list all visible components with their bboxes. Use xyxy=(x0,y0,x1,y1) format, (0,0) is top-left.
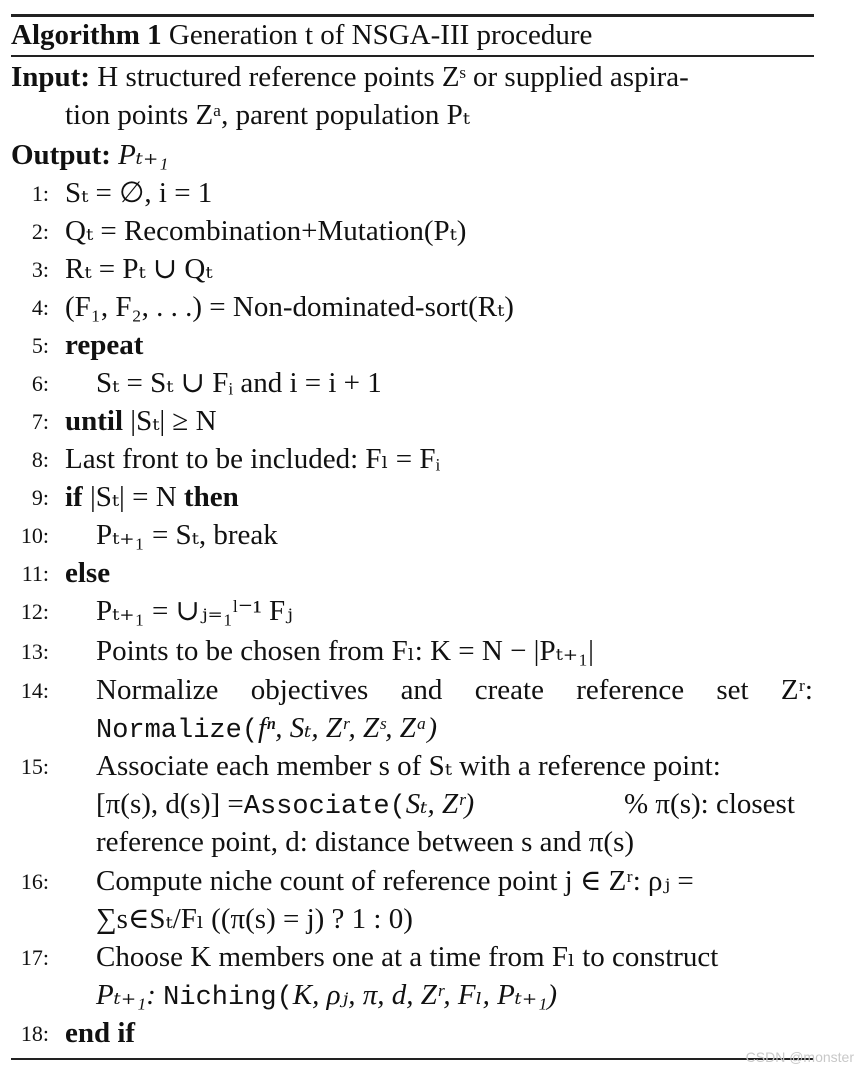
output-label: Output: xyxy=(11,139,111,171)
keyword-until: until xyxy=(65,405,124,437)
word: Zʳ: xyxy=(780,674,813,706)
step-continuation xyxy=(96,785,474,826)
step-text: Qₜ = Recombination+Mutation(Pₜ) xyxy=(65,215,467,247)
line-number: 12: xyxy=(20,599,49,624)
caption-rule xyxy=(11,55,814,57)
step-text: K, ρⱼ, π, d, Zʳ, Fₗ, Pₜ₊₁) xyxy=(292,979,557,1011)
keyword-then: then xyxy=(183,481,239,513)
line-number: 1: xyxy=(31,181,49,206)
word: reference xyxy=(576,674,685,706)
algorithm-title: Generation t of NSGA-III procedure xyxy=(168,19,593,51)
step-text: Points to be chosen from Fₗ: K = N − |Pₜ₊₁| xyxy=(96,635,594,667)
line-number: 9: xyxy=(31,485,49,510)
line-number: 6: xyxy=(31,371,49,396)
bottom-rule xyxy=(11,1058,814,1060)
step-text: Choose K members one at a time from Fₗ to construct xyxy=(96,941,719,973)
step-text: Pₜ₊₁: xyxy=(96,979,156,1011)
step-text: Pₜ₊₁ = Sₜ, break xyxy=(96,519,278,551)
step-text: Associate each member s of Sₜ with a reference point: xyxy=(96,750,721,782)
line-number: 2: xyxy=(31,219,49,244)
word: Normalize xyxy=(96,674,219,706)
line-number: 14: xyxy=(20,678,49,703)
line-number: 8: xyxy=(31,447,49,472)
input-line-1 xyxy=(11,58,689,96)
algorithm-label: Algorithm 1 xyxy=(11,19,162,51)
step-continuation xyxy=(96,823,634,861)
line-number: 7: xyxy=(31,409,49,434)
line-number: 17: xyxy=(20,945,49,970)
input-label: Input: xyxy=(11,61,90,93)
keyword-end-if: end if xyxy=(65,1017,136,1049)
step-text: Pₜ₊₁ = ∪ⱼ₌₁ˡ⁻¹ Fⱼ xyxy=(96,595,293,627)
line-number: 15: xyxy=(20,754,49,779)
step-continuation xyxy=(96,900,413,938)
function-name: Normalize( xyxy=(96,716,259,746)
step-text: Rₜ = Pₜ ∪ Qₜ xyxy=(65,253,213,285)
step-text: Sₜ, Zʳ) xyxy=(405,788,475,820)
line-number: 5: xyxy=(31,333,49,358)
word: objectives xyxy=(250,674,369,706)
keyword-repeat: repeat xyxy=(65,329,144,361)
step-text: |Sₜ| ≥ N xyxy=(130,405,217,437)
output-value: Pₜ₊₁ xyxy=(118,139,169,171)
step-text-justified xyxy=(96,671,813,709)
word: create xyxy=(474,674,544,706)
keyword-else: else xyxy=(65,557,111,589)
word: set xyxy=(716,674,749,706)
input-text-1: H structured reference points Zˢ or supplied aspira- xyxy=(97,61,689,93)
step-text: [π(s), d(s)] = xyxy=(96,788,244,820)
line-number: 3: xyxy=(31,257,49,282)
input-line-2 xyxy=(65,96,470,134)
step-text: (F₁, F₂, . . .) = Non-dominated-sort(Rₜ) xyxy=(65,291,514,323)
line-number: 13: xyxy=(20,639,49,664)
step-text: ∑s∈Sₜ/Fₗ ((π(s) = j) ? 1 : 0) xyxy=(96,903,413,935)
algorithm-caption xyxy=(11,18,592,52)
top-rule xyxy=(11,14,814,17)
input-text-2: tion points Zᵃ, parent population Pₜ xyxy=(65,99,470,131)
line-number: 4: xyxy=(31,295,49,320)
step-continuation xyxy=(96,709,437,750)
line-number: 18: xyxy=(20,1021,49,1046)
comment xyxy=(624,785,795,823)
watermark: CSDN @monster xyxy=(745,1049,854,1065)
step-text: |Sₜ| = N xyxy=(89,481,177,513)
step-text: Compute niche count of reference point j ∈ Zʳ: ρⱼ = xyxy=(96,865,694,897)
step-text: Sₜ = ∅, i = 1 xyxy=(65,177,213,209)
line-number: 10: xyxy=(20,523,49,548)
step-text: Last front to be included: Fₗ = Fᵢ xyxy=(65,443,441,475)
function-name: Associate( xyxy=(243,792,406,822)
keyword-if: if xyxy=(65,481,83,513)
word: and xyxy=(400,674,443,706)
function-name: Niching( xyxy=(163,983,293,1013)
output-line xyxy=(11,136,168,174)
comment-text: % π(s): closest xyxy=(624,788,795,820)
step-continuation xyxy=(96,976,557,1017)
step-text: reference point, d: distance between s and π(s) xyxy=(96,826,635,858)
line-number: 16: xyxy=(20,869,49,894)
line-number: 11: xyxy=(21,561,49,586)
step-text: fⁿ, Sₜ, Zʳ, Zˢ, Zᵃ) xyxy=(258,712,438,744)
step-text: Sₜ = Sₜ ∪ Fᵢ and i = i + 1 xyxy=(96,367,382,399)
